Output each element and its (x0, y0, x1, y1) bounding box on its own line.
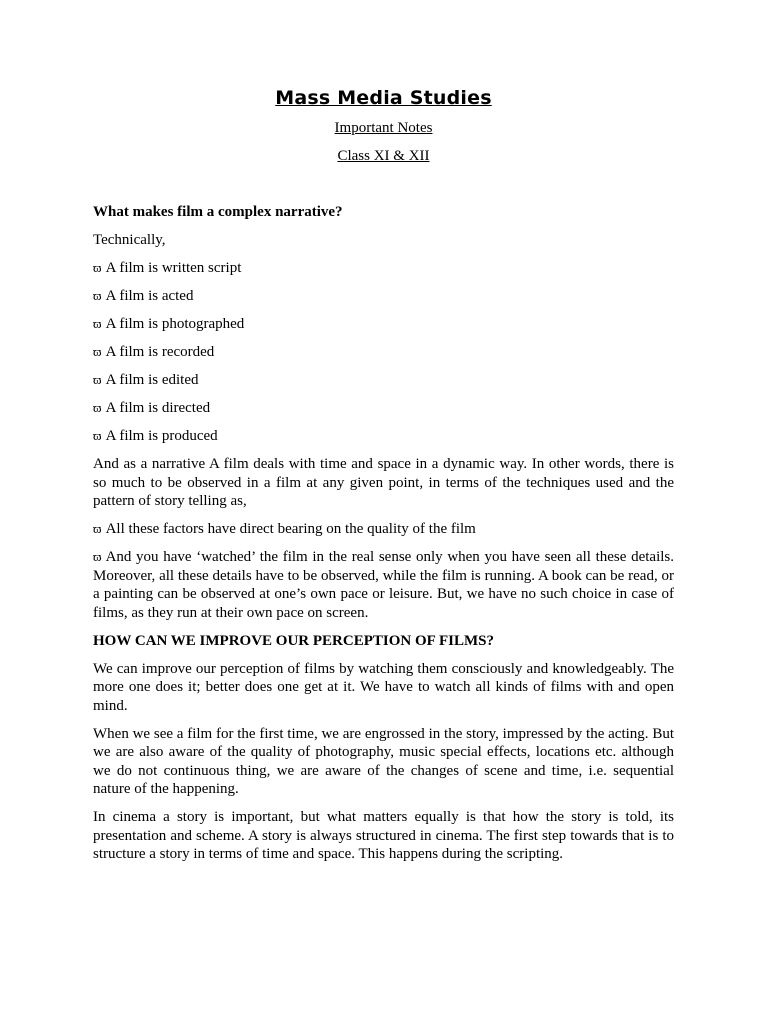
bullet-paragraph (93, 548, 674, 622)
document-subtitle-notes: Important Notes (334, 120, 433, 136)
body-paragraph: We can improve our perception of films by watching them consciously and knowledgeably. The more one does it; better does one get at it. We have to watch all kinds of films with and open mind. (93, 660, 674, 714)
bullet-icon: ϖ (93, 260, 102, 275)
bullet-text: And you have ‘watched’ the film in the real sense only when you have seen all these details. Moreover, all these details have to be observed, while the film is running. A book can be read, or a painting can be observed at one’s own pace or leisure. But, we have no such choice in case of films, as they run at their own pace on screen. (93, 549, 674, 621)
bullet-text: A film is written script (105, 260, 242, 276)
bullet-text: A film is edited (105, 372, 199, 388)
body-paragraph: And as a narrative A film deals with time and space in a dynamic way. In other words, there is so much to be observed in a film at any given point, in terms of the techniques used and the pattern of story telling as, (93, 456, 674, 509)
document-page (93, 86, 674, 873)
bullet-text: A film is directed (105, 400, 211, 416)
body-paragraph: When we see a film for the first time, we are engrossed in the story, impressed by the acting. But we are also aware of the quality of photography, music special effects, locations etc. although we do not continuous thing, we are aware of the changes of scene and time, i.e. sequential nature of the happening. (93, 725, 674, 797)
bullet-item (93, 520, 674, 539)
bullet-text: A film is acted (105, 288, 194, 304)
bullet-icon: ϖ (93, 316, 102, 331)
bullet-icon: ϖ (93, 372, 102, 387)
bullet-item (93, 259, 674, 278)
bullet-text: A film is recorded (105, 344, 215, 360)
bullet-text: All these factors have direct bearing on the quality of the film (105, 521, 476, 537)
document-body (93, 203, 674, 864)
bullet-icon: ϖ (93, 428, 102, 443)
bullet-icon: ϖ (93, 288, 102, 303)
bullet-icon: ϖ (93, 400, 102, 415)
bullet-item (93, 371, 674, 390)
bullet-item (93, 315, 674, 334)
intro-line: Technically, (93, 232, 166, 248)
bullet-item (93, 343, 674, 362)
bullet-item (93, 427, 674, 446)
bullet-text: A film is photographed (105, 316, 245, 332)
bullet-icon: ϖ (93, 344, 102, 359)
section-heading: What makes film a complex narrative? (93, 204, 343, 220)
document-subtitle-class: Class XI & XII (337, 148, 430, 164)
bullet-text: A film is produced (105, 428, 218, 444)
bullet-icon: ϖ (93, 549, 102, 564)
bullet-item (93, 287, 674, 306)
document-title: Mass Media Studies (275, 87, 492, 109)
section-heading: HOW CAN WE IMPROVE OUR PERCEPTION OF FILMS? (93, 632, 494, 649)
body-paragraph: In cinema a story is important, but what matters equally is that how the story is told, its presentation and scheme. A story is always structured in cinema. The first step towards that is to structure a story in terms of time and space. This happens during the scripting. (93, 809, 674, 862)
bullet-item (93, 399, 674, 418)
bullet-icon: ϖ (93, 521, 102, 536)
